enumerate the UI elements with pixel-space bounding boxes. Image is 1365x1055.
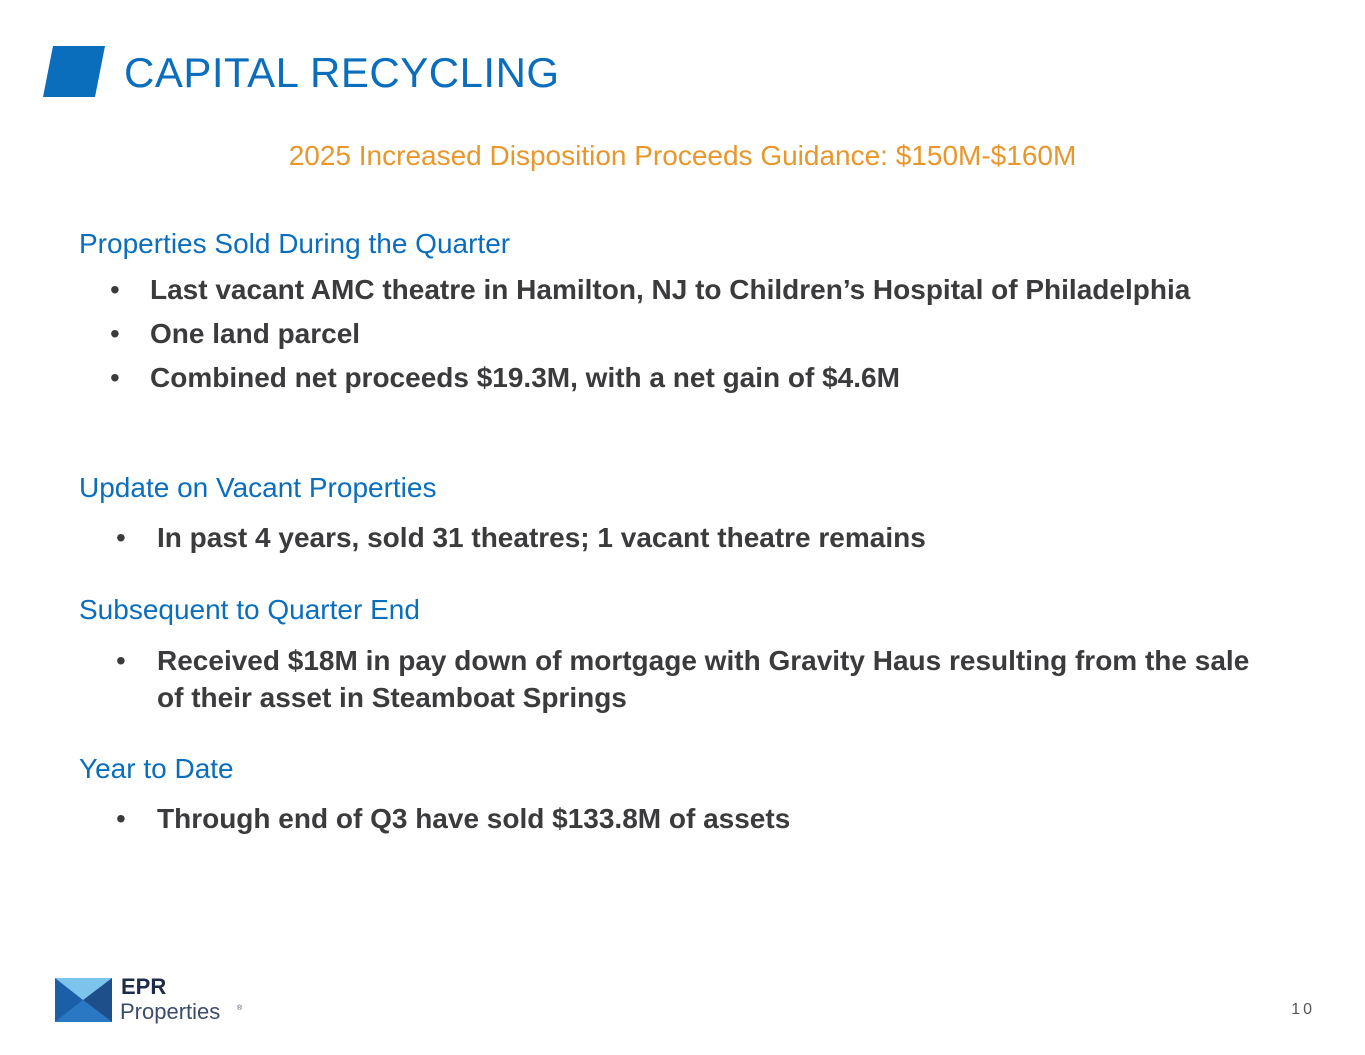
bullet-icon: •: [116, 645, 126, 676]
list-item: [110, 359, 1210, 396]
logo-text-epr: EPR: [121, 974, 167, 999]
guidance-subtitle: 2025 Increased Disposition Proceeds Guidance: $150M-$160M: [288, 140, 1077, 171]
bullet-icon: •: [110, 362, 120, 393]
page-number: 10: [1291, 1001, 1315, 1018]
year-to-date-list: [116, 800, 1257, 837]
list-item-text: Combined net proceeds $19.3M, with a net gain of $4.6M: [150, 362, 900, 393]
section-heading-subsequent: Subsequent to Quarter End: [79, 594, 420, 625]
list-item: [116, 800, 1257, 837]
subsequent-list: [116, 642, 1257, 716]
list-item: [116, 519, 1257, 556]
registered-mark: ®: [237, 1005, 243, 1012]
company-logo: [55, 976, 255, 1024]
title-accent-shape: [43, 46, 105, 97]
vacant-properties-list: [116, 519, 1257, 556]
epr-logo-icon: [55, 978, 112, 1022]
list-item: [110, 315, 1210, 352]
list-item: [116, 642, 1257, 716]
list-item-text: In past 4 years, sold 31 theatres; 1 vacant theatre remains: [157, 522, 926, 553]
list-item-text: Received $18M in pay down of mortgage with Gravity Haus resulting from the sale of their asset in Steamboat Springs: [157, 645, 1250, 713]
logo-text-properties: Properties: [120, 999, 221, 1024]
section-heading-vacant-properties: Update on Vacant Properties: [79, 472, 437, 503]
list-item: [110, 271, 1210, 308]
bullet-icon: •: [110, 318, 120, 349]
section-heading-properties-sold: Properties Sold During the Quarter: [79, 228, 511, 259]
properties-sold-list: [110, 271, 1210, 403]
page-title: CAPITAL RECYCLING: [124, 49, 560, 96]
section-heading-year-to-date: Year to Date: [79, 753, 234, 784]
bullet-icon: •: [116, 803, 126, 834]
list-item-text: Last vacant AMC theatre in Hamilton, NJ to Children’s Hospital of Philadelphia: [150, 274, 1191, 305]
bullet-icon: •: [110, 274, 120, 305]
list-item-text: Through end of Q3 have sold $133.8M of assets: [157, 803, 791, 834]
bullet-icon: •: [116, 522, 126, 553]
list-item-text: One land parcel: [150, 318, 361, 349]
